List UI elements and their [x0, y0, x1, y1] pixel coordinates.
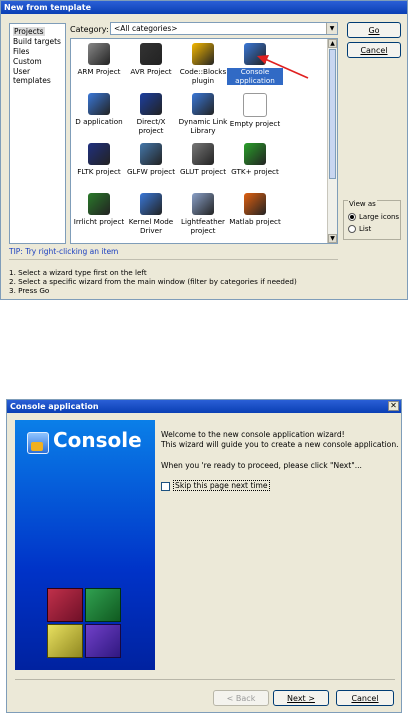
wizard-type-files[interactable]: Files	[13, 47, 30, 56]
view-large-icons-option[interactable]	[348, 213, 399, 221]
category-select[interactable]	[110, 22, 338, 35]
fltk-icon	[88, 143, 110, 165]
template-item[interactable]	[123, 143, 179, 177]
template-item-label: Code::Blocks plugin	[179, 67, 227, 85]
gnu-icon	[88, 43, 110, 65]
wizard-type-list[interactable]	[9, 23, 66, 244]
directx-icon	[140, 93, 162, 115]
template-item[interactable]	[175, 93, 231, 135]
template-item[interactable]	[175, 43, 231, 85]
template-item[interactable]	[175, 193, 231, 235]
view-as-group	[343, 200, 401, 240]
radio-unselected-icon[interactable]	[348, 225, 356, 233]
template-item[interactable]	[175, 143, 231, 177]
template-item[interactable]	[227, 143, 283, 177]
wizard-banner	[15, 420, 155, 670]
next-button[interactable]: Next >	[273, 690, 329, 706]
template-item-label: GTK+ project	[231, 167, 279, 176]
empty-doc-icon	[243, 93, 267, 117]
template-item[interactable]	[227, 93, 283, 129]
codeblocks-cube-icon	[47, 588, 122, 660]
dialog-title: New from template	[4, 3, 92, 12]
feather-icon	[192, 193, 214, 215]
chevron-down-icon[interactable]: ▼	[326, 23, 337, 34]
skip-page-label: Skip this page next time	[175, 481, 268, 490]
template-item-label: ARM Project	[77, 67, 121, 76]
tip-divider	[9, 259, 338, 260]
instruction-line-1: 1. Select a wizard type first on the left	[9, 268, 147, 277]
template-item[interactable]	[71, 93, 127, 127]
template-item-label: Kernel Mode Driver	[128, 217, 174, 235]
template-item-label: D application	[75, 117, 123, 126]
wizard-type-custom[interactable]: Custom	[13, 57, 42, 66]
d-app-icon	[88, 93, 110, 115]
template-item[interactable]	[123, 43, 179, 77]
wizard-type-build-targets[interactable]: Build targets	[13, 37, 61, 46]
welcome-line-2: This wizard will guide you to create a new console application.	[161, 440, 399, 449]
view-as-label: View as	[349, 200, 376, 208]
wizard-title-bar	[7, 400, 401, 413]
new-from-template-dialog	[0, 0, 408, 300]
dll-icon	[192, 93, 214, 115]
radio-selected-icon[interactable]	[348, 213, 356, 221]
cancel-button[interactable]: Cancel	[347, 42, 401, 58]
go-button[interactable]: Go	[347, 22, 401, 38]
gtk-icon	[244, 143, 266, 165]
template-scrollbar[interactable]	[327, 39, 337, 243]
irrlicht-icon	[88, 193, 110, 215]
category-select-value: <All categories>	[114, 24, 178, 33]
template-item-label: FLTK project	[77, 167, 121, 176]
sys-icon	[140, 193, 162, 215]
annotation-arrow-icon	[251, 51, 311, 81]
template-item-label: Matlab project	[229, 217, 281, 226]
template-item[interactable]	[71, 43, 127, 77]
template-item-label: Console application	[227, 68, 283, 85]
template-item-label: Irrlicht project	[73, 217, 125, 226]
scroll-down-icon[interactable]: ▼	[328, 234, 337, 243]
instruction-line-3: 3. Press Go	[9, 286, 50, 295]
template-item-label: GLFW project	[126, 167, 176, 176]
template-item[interactable]	[123, 193, 179, 235]
view-list-label: List	[359, 225, 372, 233]
template-item-label: GLUT project	[179, 167, 227, 176]
template-item[interactable]	[227, 193, 283, 227]
close-icon[interactable]: ✕	[388, 401, 399, 411]
template-item[interactable]	[71, 143, 127, 177]
wizard-type-projects[interactable]: Projects	[14, 27, 44, 36]
dialog-title-bar	[1, 1, 407, 14]
wizard-divider	[15, 679, 395, 680]
view-large-icons-label: Large icons	[359, 213, 400, 221]
template-item-label: Empty project	[229, 119, 281, 128]
console-application-dialog	[6, 399, 402, 713]
welcome-line-1: Welcome to the new console application wizard!	[161, 430, 345, 439]
category-label: Category:	[70, 25, 109, 34]
wizard-type-user-templates[interactable]: User templates	[13, 67, 51, 85]
glut-icon	[192, 143, 214, 165]
glfw-icon	[140, 143, 162, 165]
template-item-label: AVR Project	[130, 67, 172, 76]
console-logo-icon	[27, 432, 49, 454]
banner-title: Console	[53, 428, 142, 452]
instruction-line-2: 2. Select a specific wizard from the main window (filter by categories if needed)	[9, 277, 297, 286]
template-item[interactable]	[123, 93, 179, 135]
template-item-label: Dynamic Link Library	[178, 117, 228, 135]
scroll-thumb[interactable]	[329, 49, 336, 179]
wizard-title: Console application	[10, 402, 99, 411]
back-button[interactable]: < Back	[213, 690, 269, 706]
matlab-icon	[244, 193, 266, 215]
tip-text: TIP: Try right-clicking an item	[9, 247, 119, 256]
template-item[interactable]	[71, 193, 127, 227]
wizard-cancel-button[interactable]: Cancel	[336, 690, 394, 706]
scroll-up-icon[interactable]: ▲	[328, 39, 337, 48]
template-item-label: Direct/X project	[136, 117, 166, 135]
template-item-label: Lightfeather project	[180, 217, 226, 235]
puzzle-icon	[192, 43, 214, 65]
skip-page-checkbox-row[interactable]	[161, 481, 270, 491]
chip-icon	[140, 43, 162, 65]
proceed-text: When you 're ready to proceed, please click "Next"...	[161, 461, 362, 470]
skip-page-checkbox[interactable]	[161, 482, 170, 491]
view-list-option[interactable]	[348, 225, 371, 233]
